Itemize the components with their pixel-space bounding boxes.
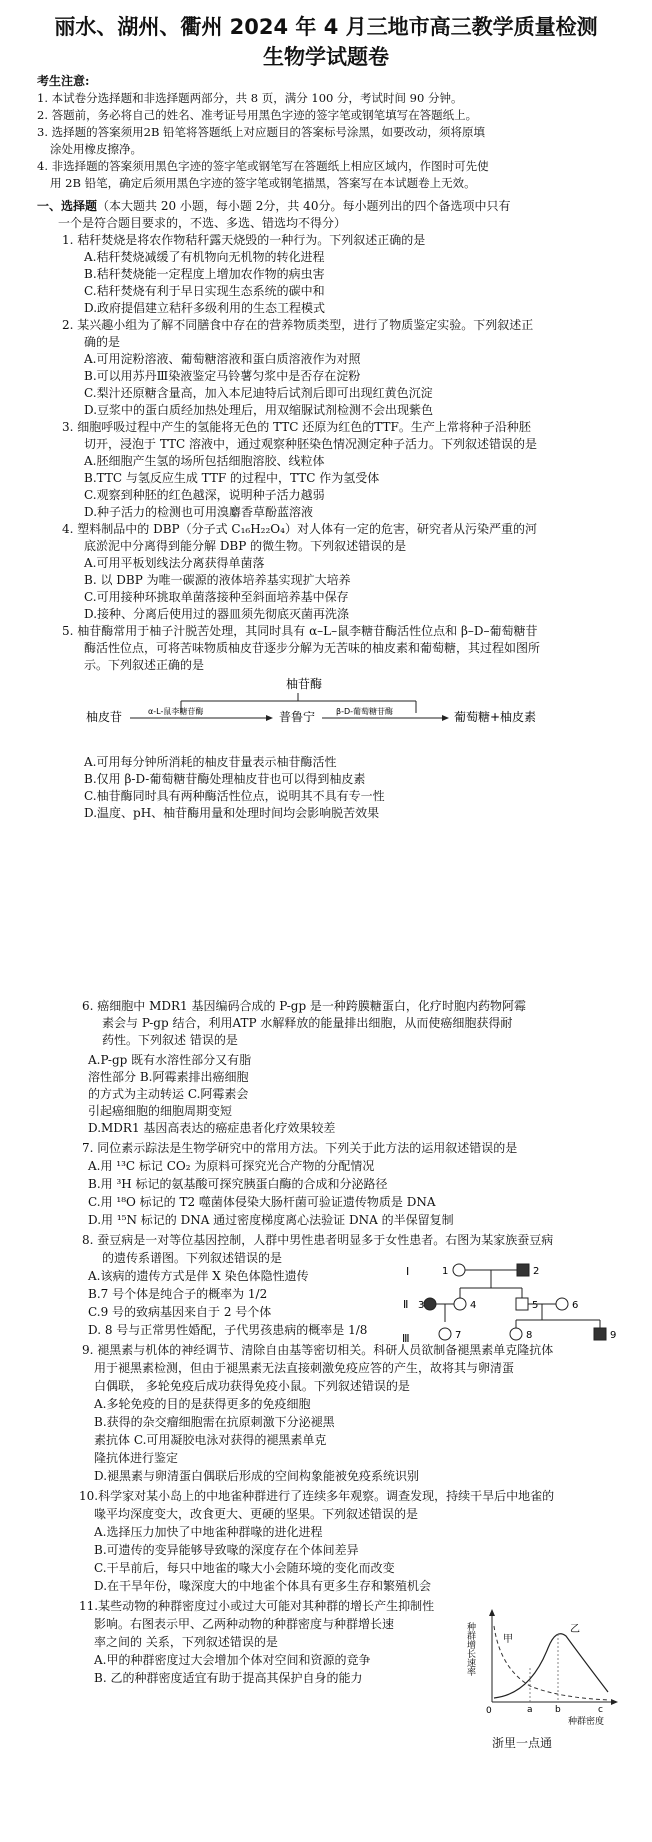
- individual-3-affected-female: [424, 1298, 436, 1310]
- q1-stem: 1. 秸秆焚烧是将农作物秸秆露天烧毁的一种行为。下列叙述正确的是: [62, 233, 426, 247]
- q9-option-d: D.褪黑素与卵清蛋白偶联后形成的空间构象能被免疫系统识别: [94, 1469, 420, 1483]
- individual-number: 3: [418, 1300, 425, 1311]
- q8-stem-cont: 的遗传系谱图。下列叙述错误的是: [102, 1251, 283, 1265]
- q11-stem: 11.某些动物的种群密度过小或过大可能对其种群的增长产生抑制性: [79, 1599, 435, 1613]
- figure-product: 葡萄糖+柚皮素: [454, 710, 537, 724]
- q5-reaction-diagram: [86, 674, 586, 744]
- q6-stem: 6. 癌细胞中 MDR1 基因编码合成的 P-gp 是一种跨膜糖蛋白，化疗时胞内药物阿霉: [82, 999, 526, 1013]
- q8-stem: 8. 蚕豆病是一对等位基因控制，人群中男性患者明显多于女性患者。右图为某家族蚕豆病: [82, 1233, 554, 1247]
- q8-option-d: D. 8 号与正常男性婚配，子代男孩患病的概率是 1/8: [88, 1323, 368, 1337]
- q9-stem: 9. 褪黑素与机体的神经调节、清除自由基等密切相关。科研人员欲制备褪黑素单克隆抗体: [82, 1343, 554, 1357]
- individual-7-female: [439, 1328, 451, 1340]
- q7-option-d: D.用 ¹⁵N 标记的 DNA 通过密度梯度离心法验证 DNA 的半保留复制: [88, 1213, 454, 1227]
- q7-option-a: A.用 ¹³C 标记 CO₂ 为原料可探究光合产物的分配情况: [88, 1159, 375, 1173]
- q10-option-c: C.干旱前后，每只中地雀的喙大小会随环境的变化而改变: [94, 1561, 395, 1575]
- exam-title: 丽水、湖州、衢州 2024 年 4 月三地市高三教学质量检测: [54, 15, 598, 39]
- q3-option-c: C.观察到种胚的红色越深，说明种子活力越弱: [84, 488, 325, 502]
- notice-item: 用 2B 铅笔，确定后须用黑色字迹的签字笔或钢笔描黑，答案写在本试题卷上无效。: [50, 176, 476, 190]
- individual-number: 6: [572, 1300, 579, 1311]
- individual-number: 5: [532, 1300, 539, 1311]
- q5-option-a: A.可用每分钟所消耗的柚皮苷量表示柚苷酶活性: [84, 755, 337, 769]
- figure-substrate: 柚皮苷: [86, 710, 123, 724]
- q1-option-c: C.秸秆焚烧有利于早日实现生态系统的碳中和: [84, 284, 325, 298]
- q7-option-b: B.用 ³H 标记的氨基酸可探究胰蛋白酶的合成和分泌路径: [88, 1177, 388, 1191]
- q4-option-c: C.可用接种环挑取单菌落接种至斜面培养基中保存: [84, 590, 349, 604]
- q11-stem-cont: 率之间的 关系，下列叙述错误的是: [94, 1635, 278, 1649]
- q9-line: 素抗体 C.可用凝胶电泳对获得的褪黑素单克: [94, 1433, 327, 1447]
- individual-number: 8: [526, 1330, 533, 1341]
- arrow-1-head: [266, 715, 273, 721]
- q1-option-d: D.政府提倡建立秸秆多级利用的生态工程模式: [84, 301, 326, 315]
- q3-option-d: D.种子活力的检测也可用溴麝香草酚蓝溶液: [84, 505, 314, 519]
- q6-line: 的方式为主动转运 C.阿霉素会: [88, 1087, 249, 1101]
- notice-item: 涂处用橡皮擦净。: [50, 142, 142, 156]
- q11-stem-cont: 影响。右图表示甲、乙两种动物的种群密度与种群增长速: [94, 1617, 395, 1631]
- q8-option-a: A.该病的遗传方式是伴 X 染色体隐性遗传: [88, 1269, 309, 1283]
- section-heading: [37, 198, 510, 215]
- q7-option-c: C.用 ¹⁸O 标记的 T2 噬菌体侵染大肠杆菌可验证遗传物质是 DNA: [88, 1195, 436, 1209]
- q4-stem-cont: 底淤泥中分离得到能分解 DBP 的微生物。下列叙述错误的是: [84, 539, 407, 553]
- q10-option-d: D.在干旱年份，喙深度大的中地雀个体具有更多生存和繁殖机会: [94, 1579, 432, 1593]
- graph-x-axis-label: 种群密度: [568, 1717, 605, 1727]
- individual-2-affected-male: [517, 1264, 529, 1276]
- q3-stem: 3. 细胞呼吸过程中产生的氢能将无色的 TTC 还原为红色的TTF。生产上常将种子沿种胚: [62, 420, 531, 434]
- q3-option-a: A.胚细胞产生氢的场所包括细胞溶胶、线粒体: [84, 454, 325, 468]
- section-desc: （本大题共 20 小题，每小题 2分，共 40分。每小题列出的四个备选项中只有: [97, 199, 511, 213]
- series-jia-label: 甲: [503, 1634, 513, 1645]
- q6-line: 溶性部分 B.阿霉素排出癌细胞: [88, 1070, 249, 1084]
- individual-number: 9: [610, 1330, 617, 1341]
- graph-y-axis-label: 种群增长速率: [465, 1622, 475, 1676]
- q6-stem-cont: 药性。下列叙述 错误的是: [102, 1033, 238, 1047]
- section-title: 一、选择题: [37, 199, 98, 213]
- q10-stem: 10.科学家对某小岛上的中地雀种群进行了连续多年观察。调查发现，持续干旱后中地雀的: [79, 1489, 555, 1503]
- q4-stem: 4. 塑料制品中的 DBP（分子式 C₁₆H₂₂O₄）对人体有一定的危害，研究者从污染严重的河: [62, 522, 537, 536]
- tick-b: b: [555, 1705, 561, 1715]
- individual-4-female: [454, 1298, 466, 1310]
- generation-3-label: Ⅲ: [402, 1332, 410, 1345]
- q2-stem: 2. 某兴趣小组为了解不同膳食中存在的营养物质类型，进行了物质鉴定实验。下列叙述正: [62, 318, 534, 332]
- notice-item: 1. 本试卷分选择题和非选择题两部分，共 8 页，满分 100 分，考试时间 90 分钟。: [37, 91, 463, 105]
- q1-option-b: B.秸秆焚烧能一定程度上增加农作物的病虫害: [84, 267, 325, 281]
- individual-9-affected-male: [594, 1328, 606, 1340]
- q9-option-a: A.多轮免疫的目的是获得更多的免疫细胞: [94, 1397, 311, 1411]
- figure-enzyme-label: 柚苷酶: [286, 677, 323, 691]
- q9-stem-cont: 用于褪黑素检测，但由于褪黑素无法直接刺激免疫应答的产生，故将其与卵清蛋: [94, 1361, 515, 1375]
- graph-origin: 0: [486, 1706, 492, 1716]
- figure-enzyme-2: β-D-葡萄糖苷酶: [336, 707, 394, 716]
- individual-number: 4: [470, 1300, 477, 1311]
- q5-option-c: C.柚苷酶同时具有两种酶活性位点，说明其不具有专一性: [84, 789, 385, 803]
- q4-option-d: D.接种、分离后使用过的器皿须先彻底灭菌再洗涤: [84, 607, 350, 621]
- exam-subtitle: 生物学试题卷: [263, 45, 389, 69]
- q2-option-d: D.豆浆中的蛋白质经加热处理后，用双缩脲试剂检测不会出现紫色: [84, 403, 434, 417]
- section-desc-2: 一个是符合题目要求的，不选、多选、错选均不得分）: [58, 216, 347, 230]
- q11-option-b: B. 乙的种群密度适宜有助于提高其保护自身的能力: [94, 1671, 363, 1685]
- q9-option-b: B.获得的杂交瘤细胞需在抗原刺激下分泌褪黑: [94, 1415, 335, 1429]
- q6-stem-cont: 素会与 P-gp 结合，利用ATP 水解释放的能量排出细胞，从而使癌细胞获得耐: [102, 1016, 513, 1030]
- q6-line: A.P-gp 既有水溶性部分又有脂: [88, 1053, 252, 1067]
- q5-option-d: D.温度、pH、柚苷酶用量和处理时间均会影响脱苦效果: [84, 806, 380, 820]
- q1-option-a: A.秸秆焚烧减缓了有机物向无机物的转化进程: [84, 250, 325, 264]
- q3-stem-cont: 切开，浸泡于 TTC 溶液中，通过观察种胚染色情况测定种子活力。下列叙述错误的是: [84, 437, 538, 451]
- individual-6-female: [556, 1298, 568, 1310]
- q5-stem-cont: 示。下列叙述正确的是: [84, 658, 205, 672]
- q2-option-c: C.梨汁还原糖含量高，加入本尼迪特后试剂后即可出现红黄色沉淀: [84, 386, 433, 400]
- tick-a: a: [527, 1705, 533, 1715]
- watermark: 浙里一点通: [492, 1736, 553, 1750]
- individual-1-female: [453, 1264, 465, 1276]
- notice-item: 2. 答题前，务必将自己的姓名、准考证号用黑色字迹的签字笔或钢笔填写在答题纸上。: [37, 108, 478, 122]
- notice-heading: 考生注意:: [37, 74, 90, 88]
- notice-item: 3. 选择题的答案须用2B 铅笔将答题纸上对应题目的答案标号涂黑，如要改动，须将原填: [37, 125, 486, 139]
- generation-1-label: Ⅰ: [406, 1265, 410, 1278]
- figure-intermediate: 普鲁宁: [279, 710, 316, 724]
- individual-number: 1: [442, 1266, 449, 1277]
- q5-stem-cont: 酶活性位点，可将苦味物质柚皮苷逐步分解为无苦味的柚皮素和葡萄糖，其过程如图所: [84, 641, 541, 655]
- generation-2-label: Ⅱ: [403, 1298, 409, 1311]
- q2-option-b: B.可以用苏丹Ⅲ染液鉴定马铃薯匀浆中是否存在淀粉: [84, 369, 361, 383]
- q6-line: 引起癌细胞的细胞周期变短: [88, 1104, 233, 1118]
- q11-option-a: A.甲的种群密度过大会增加个体对空间和资源的竞争: [94, 1653, 371, 1667]
- individual-number: 7: [455, 1330, 462, 1341]
- series-yi-label: 乙: [570, 1624, 580, 1635]
- arrow-2-head: [442, 715, 449, 721]
- q4-option-a: A.可用平板划线法分离获得单菌落: [84, 556, 265, 570]
- q10-stem-cont: 喙平均深度变大，改食更大、更硬的坚果。下列叙述错误的是: [94, 1507, 419, 1521]
- q3-option-b: B.TTC 与氢反应生成 TTF 的过程中，TTC 作为氢受体: [84, 471, 380, 485]
- individual-5-male: [516, 1298, 528, 1310]
- individual-8-female: [510, 1328, 522, 1340]
- q10-option-b: B.可遗传的变异能够导致喙的深度存在个体间差异: [94, 1543, 359, 1557]
- q2-stem-cont: 确的是: [84, 335, 121, 349]
- q11-density-growth-graph: [465, 1608, 625, 1732]
- pedigree-chart: [400, 1258, 622, 1348]
- figure-enzyme-1: α-L-鼠李糖苷酶: [148, 707, 204, 716]
- q2-option-a: A.可用淀粉溶液、葡萄糖溶液和蛋白质溶液作为对照: [84, 352, 361, 366]
- q10-option-a: A.选择压力加快了中地雀种群喙的进化进程: [94, 1525, 323, 1539]
- q9-line: 隆抗体进行鉴定: [94, 1451, 179, 1465]
- q6-line: D.MDR1 基因高表达的癌症患者化疗效果较差: [88, 1121, 336, 1135]
- individual-number: 2: [533, 1266, 540, 1277]
- tick-c: c: [598, 1705, 603, 1715]
- q5-stem: 5. 柚苷酶常用于柚子汁脱苦处理，其同时具有 α–L–鼠李糖苷酶活性位点和 β–D–葡萄糖苷: [62, 624, 538, 638]
- q8-option-c: C.9 号的致病基因来自于 2 号个体: [88, 1305, 272, 1319]
- q8-option-b: B.7 号个体是纯合子的概率为 1/2: [88, 1287, 268, 1301]
- q5-option-b: B.仅用 β-D-葡萄糖苷酶处理柚皮苷也可以得到柚皮素: [84, 772, 366, 786]
- q9-stem-cont: 白偶联， 多轮免疫后成功获得免疫小鼠。下列叙述错误的是: [94, 1379, 410, 1393]
- q7-stem: 7. 同位素示踪法是生物学研究中的常用方法。下列关于此方法的运用叙述错误的是: [82, 1141, 518, 1155]
- notice-item: 4. 非选择题的答案须用黑色字迹的签字笔或钢笔写在答题纸上相应区域内，作图时可先使: [37, 159, 489, 173]
- q4-option-b: B. 以 DBP 为唯一碳源的液体培养基实现扩大培养: [84, 573, 351, 587]
